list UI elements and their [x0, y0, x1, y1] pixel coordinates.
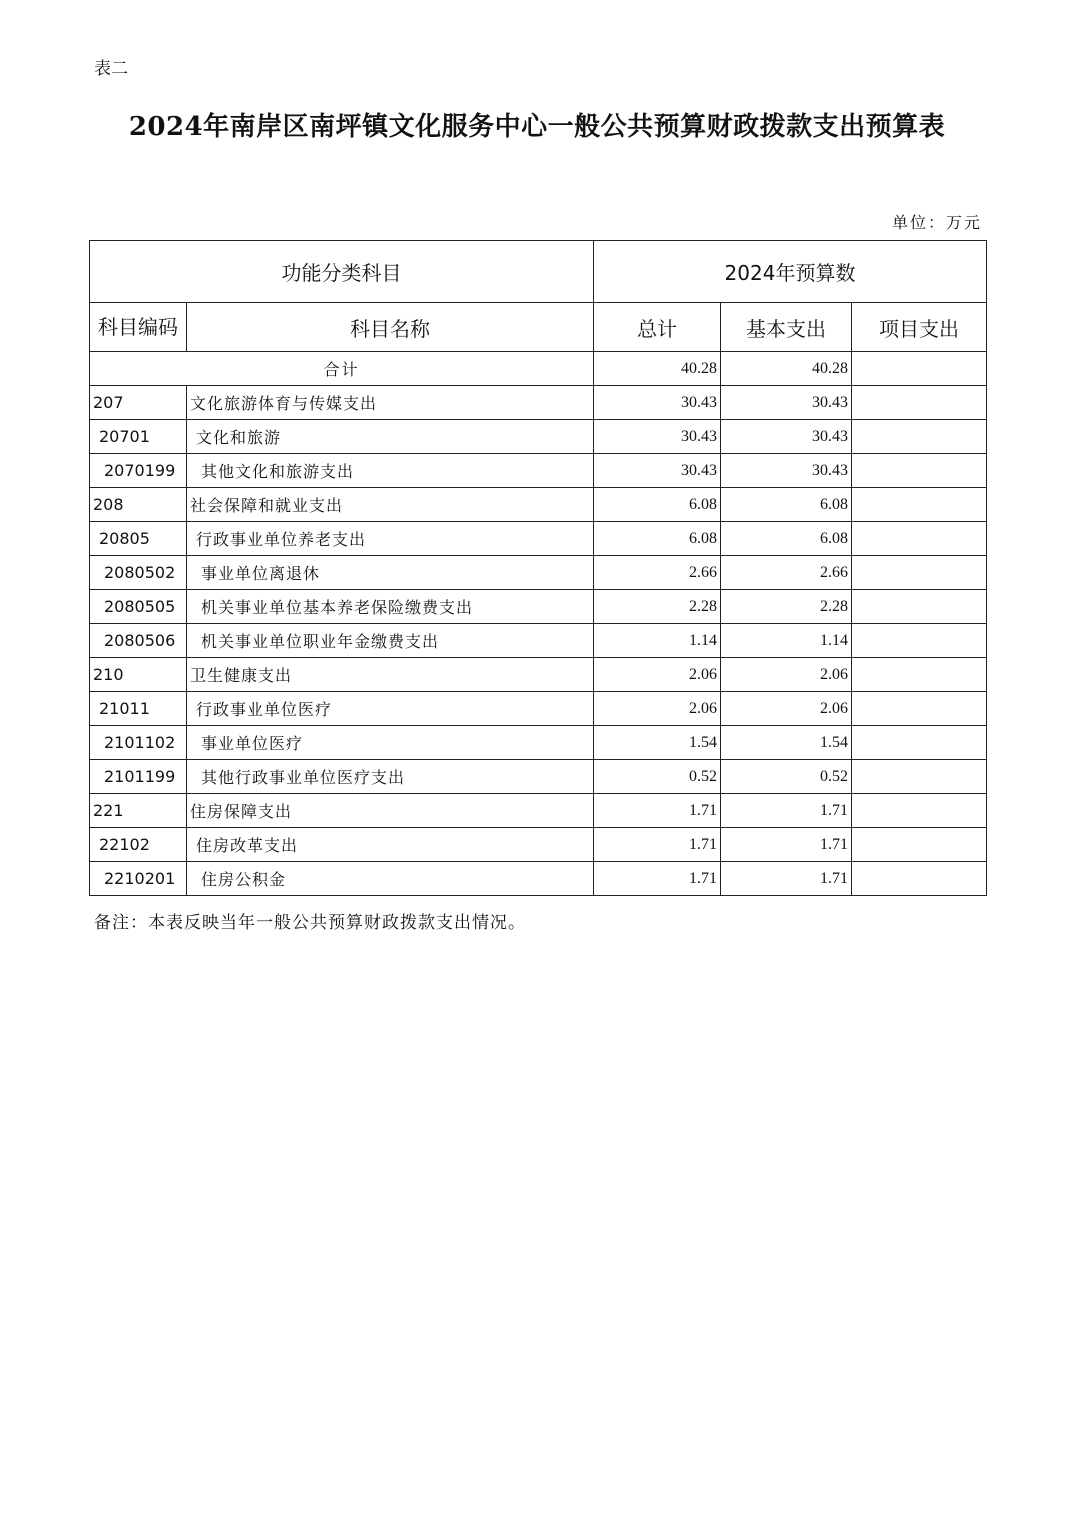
subject-name-cell: 机关事业单位基本养老保险缴费支出: [187, 590, 594, 624]
table-row: [90, 454, 987, 488]
subject-name-cell: 文化旅游体育与传媒支出: [187, 386, 594, 420]
header-total: 总计: [594, 303, 721, 352]
table-row: [90, 420, 987, 454]
total-basic: 40.28: [721, 352, 852, 386]
table-row: [90, 488, 987, 522]
total-cell: 6.08: [594, 522, 721, 556]
table-label: 表二: [94, 59, 128, 79]
project-expenditure-cell: [852, 386, 987, 420]
total-cell: 30.43: [594, 386, 721, 420]
basic-expenditure-cell: 30.43: [721, 454, 852, 488]
project-expenditure-cell: [852, 590, 987, 624]
table-row: [90, 726, 987, 760]
footnote: 备注：本表反映当年一般公共预算财政拨款支出情况。: [94, 913, 526, 933]
basic-expenditure-cell: 30.43: [721, 420, 852, 454]
basic-expenditure-cell: 30.43: [721, 386, 852, 420]
table-row: [90, 658, 987, 692]
total-total: 40.28: [594, 352, 721, 386]
total-cell: 30.43: [594, 420, 721, 454]
project-expenditure-cell: [852, 420, 987, 454]
project-expenditure-cell: [852, 454, 987, 488]
subject-name-cell: 行政事业单位医疗: [187, 692, 594, 726]
basic-expenditure-cell: 6.08: [721, 522, 852, 556]
subject-code-cell: 21011: [90, 692, 187, 726]
total-cell: 0.52: [594, 760, 721, 794]
total-cell: 1.54: [594, 726, 721, 760]
table-row: [90, 624, 987, 658]
header-basic-expenditure: 基本支出: [721, 303, 852, 352]
table-row: [90, 386, 987, 420]
basic-expenditure-cell: 0.52: [721, 760, 852, 794]
header-row-columns: [90, 303, 987, 352]
table-row: [90, 692, 987, 726]
project-expenditure-cell: [852, 760, 987, 794]
project-expenditure-cell: [852, 624, 987, 658]
subject-name-cell: 其他行政事业单位医疗支出: [187, 760, 594, 794]
unit-label: 单位：万元: [891, 213, 982, 232]
subject-code-cell: 221: [90, 794, 187, 828]
subject-code-cell: 2101199: [90, 760, 187, 794]
header-row-group: [90, 241, 987, 303]
subject-code-cell: 2101102: [90, 726, 187, 760]
budget-table: [89, 240, 987, 896]
total-project: [852, 352, 987, 386]
basic-expenditure-cell: 2.06: [721, 692, 852, 726]
subject-code-cell: 208: [90, 488, 187, 522]
subject-name-cell: 事业单位医疗: [187, 726, 594, 760]
subject-name-cell: 住房改革支出: [187, 828, 594, 862]
subject-code-cell: 20701: [90, 420, 187, 454]
total-cell: 2.66: [594, 556, 721, 590]
total-cell: 6.08: [594, 488, 721, 522]
project-expenditure-cell: [852, 658, 987, 692]
project-expenditure-cell: [852, 522, 987, 556]
table-row: [90, 760, 987, 794]
table-row: [90, 522, 987, 556]
total-cell: 1.14: [594, 624, 721, 658]
subject-code-cell: 2070199: [90, 454, 187, 488]
header-subject-code: 科目编码: [90, 303, 187, 352]
basic-expenditure-cell: 1.14: [721, 624, 852, 658]
project-expenditure-cell: [852, 862, 987, 896]
subject-code-cell: 210: [90, 658, 187, 692]
project-expenditure-cell: [852, 488, 987, 522]
subject-name-cell: 行政事业单位养老支出: [187, 522, 594, 556]
project-expenditure-cell: [852, 828, 987, 862]
subject-name-cell: 社会保障和就业支出: [187, 488, 594, 522]
header-subject-name: 科目名称: [187, 303, 594, 352]
total-label: 合计: [90, 352, 594, 386]
table-row: [90, 794, 987, 828]
subject-name-cell: 住房保障支出: [187, 794, 594, 828]
subject-name-cell: 事业单位离退休: [187, 556, 594, 590]
basic-expenditure-cell: 2.06: [721, 658, 852, 692]
subject-name-cell: 卫生健康支出: [187, 658, 594, 692]
subject-code-cell: 22102: [90, 828, 187, 862]
subject-name-cell: 文化和旅游: [187, 420, 594, 454]
basic-expenditure-cell: 1.71: [721, 862, 852, 896]
table-row: [90, 556, 987, 590]
subject-name-cell: 其他文化和旅游支出: [187, 454, 594, 488]
basic-expenditure-cell: 2.28: [721, 590, 852, 624]
table-row: [90, 828, 987, 862]
total-cell: 1.71: [594, 862, 721, 896]
total-cell: 2.28: [594, 590, 721, 624]
project-expenditure-cell: [852, 726, 987, 760]
total-cell: 1.71: [594, 794, 721, 828]
table-row: [90, 590, 987, 624]
total-row: [90, 352, 987, 386]
subject-name-cell: 住房公积金: [187, 862, 594, 896]
subject-code-cell: 207: [90, 386, 187, 420]
basic-expenditure-cell: 1.54: [721, 726, 852, 760]
subject-code-cell: 2210201: [90, 862, 187, 896]
basic-expenditure-cell: 2.66: [721, 556, 852, 590]
subject-code-cell: 2080506: [90, 624, 187, 658]
total-cell: 2.06: [594, 692, 721, 726]
basic-expenditure-cell: 1.71: [721, 828, 852, 862]
header-functional-category: 功能分类科目: [90, 241, 594, 303]
total-cell: 2.06: [594, 658, 721, 692]
subject-code-cell: 20805: [90, 522, 187, 556]
basic-expenditure-cell: 6.08: [721, 488, 852, 522]
page-title: 2024年南岸区南坪镇文化服务中心一般公共预算财政拨款支出预算表: [128, 112, 946, 142]
subject-code-cell: 2080502: [90, 556, 187, 590]
header-project-expenditure: 项目支出: [852, 303, 987, 352]
project-expenditure-cell: [852, 556, 987, 590]
project-expenditure-cell: [852, 692, 987, 726]
basic-expenditure-cell: 1.71: [721, 794, 852, 828]
header-budget-2024: 2024年预算数: [594, 241, 987, 303]
project-expenditure-cell: [852, 794, 987, 828]
total-cell: 1.71: [594, 828, 721, 862]
subject-name-cell: 机关事业单位职业年金缴费支出: [187, 624, 594, 658]
subject-code-cell: 2080505: [90, 590, 187, 624]
table-row: [90, 862, 987, 896]
total-cell: 30.43: [594, 454, 721, 488]
